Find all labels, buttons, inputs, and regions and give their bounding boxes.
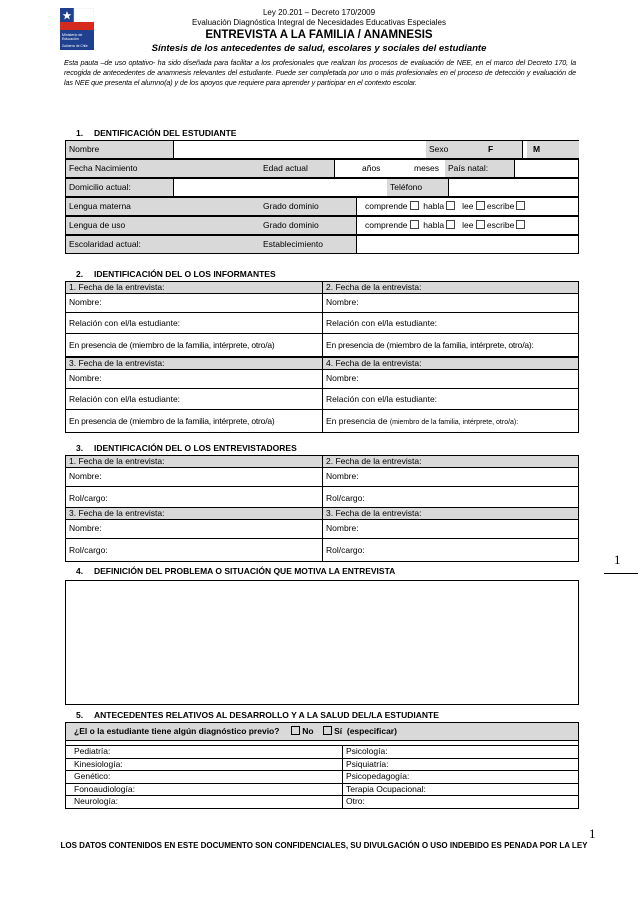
informante-2-presencia: En presencia de (miembro de la familia, intérprete, otro/a):	[322, 334, 578, 356]
entrevistador-4-nombre: Nombre:	[322, 520, 578, 538]
margin-divider	[604, 573, 638, 574]
table-row	[66, 282, 578, 294]
row-lengua-uso	[65, 216, 579, 235]
checkbox-no[interactable]	[291, 726, 300, 735]
table-row	[66, 410, 578, 432]
table-row	[66, 334, 578, 356]
table-row	[66, 456, 578, 468]
label-meses: meses	[414, 163, 440, 173]
table-row	[66, 294, 578, 313]
informante-4-nombre: Nombre:	[322, 370, 578, 388]
checkbox-habla-uso[interactable]	[446, 220, 455, 229]
checkbox-si[interactable]	[323, 726, 332, 735]
section-5-heading: 5. ANTECEDENTES RELATIVOS AL DESARROLLO Y A LA SALUD DEL/LA ESTUDIANTE	[76, 710, 439, 720]
row-nombre	[65, 140, 579, 159]
document-synthesis: Síntesis de los antecedentes de salud, escolares y sociales del estudiante	[151, 43, 487, 54]
entrevistador-3-nombre: Nombre:	[69, 523, 102, 533]
label-pais-natal: País natal:	[445, 160, 514, 177]
informante-1-relacion: Relación con el/la estudiante:	[69, 318, 181, 328]
law-reference: Ley 20.201 – Decreto 170/2009	[262, 8, 376, 17]
label-sexo-m: M	[527, 141, 579, 158]
label-lengua-uso: Lengua de uso	[66, 217, 260, 234]
table-row	[66, 358, 578, 370]
table-row	[66, 389, 578, 410]
checkbox-lee-uso[interactable]	[476, 220, 485, 229]
entrevistador-1-rol: Rol/cargo:	[69, 493, 108, 503]
informantes-table-1	[65, 281, 579, 357]
row-escolaridad	[65, 235, 579, 254]
section-1-heading: 1. DENTIFICACIÓN DEL ESTUDIANTE	[76, 128, 237, 138]
svg-text:Gobierno de Chile: Gobierno de Chile	[62, 44, 88, 48]
confidentiality-footer: LOS DATOS CONTENIDOS EN ESTE DOCUMENTO SON CONFIDENCIALES, SU DIVULGACIÓN O USO INDEBIDO ES PENADA POR LA LEY	[60, 841, 588, 850]
informantes-table-2	[65, 357, 579, 433]
row-domicilio	[65, 178, 579, 197]
page-number: 1	[589, 826, 596, 841]
checkbox-comprende-uso[interactable]	[410, 220, 419, 229]
entrevistador-3-rol: Rol/cargo:	[69, 545, 108, 555]
section-3-heading: 3. IDENTIFICACIÓN DEL O LOS ENTREVISTADORES	[76, 443, 297, 453]
informante-2-fecha: 2. Fecha de la entrevista:	[322, 282, 578, 293]
table-row	[66, 370, 578, 389]
label-sexo: Sexo	[426, 141, 482, 158]
entrevistador-2-rol: Rol/cargo:	[322, 487, 578, 509]
label-grado-dominio: Grado dominio	[260, 198, 356, 215]
table-row: Fonoaudiología: Terapia Ocupacional:	[66, 784, 578, 797]
label-sexo-f: F	[482, 141, 522, 158]
table-row: Kinesiología: Psiquiatría:	[66, 759, 578, 772]
entrevistador-3-fecha: 3. Fecha de la entrevista:	[69, 508, 165, 518]
problem-definition-textarea[interactable]	[65, 580, 579, 705]
informante-1-nombre: Nombre:	[69, 297, 102, 307]
table-row	[66, 487, 578, 509]
informante-1-presencia: En presencia de (miembro de la familia, intérprete, otro/a)	[69, 340, 275, 350]
label-establecimiento: Establecimiento	[260, 236, 356, 253]
informante-4-relacion: Relación con el/la estudiante:	[322, 389, 578, 409]
table-row: Pediatría: Psicología:	[66, 745, 578, 759]
entrevistador-2-fecha: 2. Fecha de la entrevista:	[322, 456, 578, 467]
section-2-heading: 2. IDENTIFICACIÓN DEL O LOS INFORMANTES	[76, 269, 276, 279]
section-4-heading: 4. DEFINICIÓN DEL PROBLEMA O SITUACIÓN QUE MOTIVA LA ENTREVISTA	[76, 566, 396, 576]
document-subtitle: Evaluación Diagnóstica Integral de Necesidades Educativas Especiales	[192, 18, 446, 27]
row-lengua-materna	[65, 197, 579, 216]
page-number-margin: 1	[614, 552, 621, 567]
informante-3-relacion: Relación con el/la estudiante:	[69, 394, 181, 404]
informante-3-presencia: En presencia de (miembro de la familia, intérprete, otro/a)	[69, 416, 275, 426]
table-row: Neurología: Otro:	[74, 796, 365, 806]
label-escolaridad: Escolaridad actual:	[66, 236, 260, 253]
informante-3-fecha: 3. Fecha de la entrevista:	[69, 358, 165, 368]
document-title: ENTREVISTA A LA FAMILIA / ANAMNESIS	[205, 29, 433, 41]
informante-4-presencia: En presencia de (miembro de la familia, intérprete, otro/a):	[322, 410, 578, 432]
label-telefono: Teléfono	[387, 179, 448, 196]
label-domicilio: Domicilio actual:	[66, 179, 173, 196]
checkbox-lee[interactable]	[476, 201, 485, 210]
label-lengua-materna: Lengua materna	[66, 198, 260, 215]
table-row	[66, 468, 578, 487]
label-grado-dominio-uso: Grado dominio	[260, 217, 356, 234]
entrevistadores-table-2	[65, 507, 579, 562]
table-row	[66, 508, 578, 520]
entrevistadores-table-1	[65, 455, 579, 510]
diagnostico-previo-question: ¿El o la estudiante tiene algún diagnóstico previo? No Sí (especificar)	[66, 723, 578, 741]
entrevistador-4-rol: Rol/cargo:	[322, 539, 578, 561]
table-row	[66, 539, 578, 561]
label-edad: Edad actual	[260, 160, 334, 177]
table-row: Genético: Psicopedagogía:	[66, 771, 578, 784]
svg-text:Educación: Educación	[62, 37, 79, 41]
checkbox-escribe[interactable]	[516, 201, 525, 210]
informante-2-nombre: Nombre:	[322, 294, 578, 312]
label-fecha-nacimiento: Fecha Nacimiento	[66, 160, 260, 177]
informante-1-fecha: 1. Fecha de la entrevista:	[69, 282, 165, 292]
entrevistador-4-fecha: 3. Fecha de la entrevista:	[322, 508, 578, 519]
language-use-skill-options: comprende habla lee escribe	[362, 217, 525, 234]
intro-paragraph: Esta pauta –de uso optativo- ha sido diseñada para facilitar a los profesionales que realizan los procesos de evaluación de NEE, en el marco del Decreto 170, la recogida de antecedentes de anamnesis relevantes del estudiante. Puede ser completada por uno o más profesionales en el proceso de detección y evaluación de las NEE que presenta el alumno(a) y de los apoyos que requiere para aprender y participar en el contexto escolar.	[64, 58, 576, 87]
checkbox-comprende[interactable]	[410, 201, 419, 210]
informante-3-nombre: Nombre:	[69, 373, 102, 383]
checkbox-habla[interactable]	[446, 201, 455, 210]
informante-2-relacion: Relación con el/la estudiante:	[322, 313, 578, 333]
informante-4-fecha: 4. Fecha de la entrevista:	[322, 358, 578, 369]
checkbox-escribe-uso[interactable]	[516, 220, 525, 229]
language-skill-options: comprende habla lee escribe	[362, 198, 525, 215]
row-fecha-nacimiento	[65, 159, 579, 178]
label-nombre: Nombre	[66, 141, 173, 158]
table-row	[66, 520, 578, 539]
svg-text:Ministerio de: Ministerio de	[62, 33, 83, 37]
label-anos: años	[362, 163, 381, 173]
antecedentes-table	[65, 722, 579, 809]
entrevistador-1-nombre: Nombre:	[69, 471, 102, 481]
entrevistador-2-nombre: Nombre:	[322, 468, 578, 486]
table-row	[66, 313, 578, 334]
entrevistador-1-fecha: 1. Fecha de la entrevista:	[69, 456, 165, 466]
